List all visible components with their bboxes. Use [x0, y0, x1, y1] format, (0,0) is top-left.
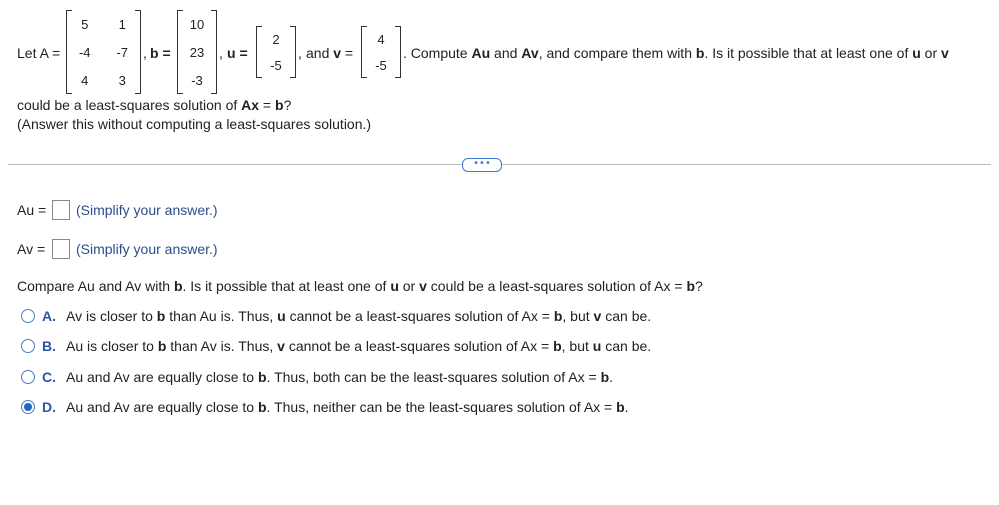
- vector-b-cell: -3: [191, 72, 203, 88]
- problem-line-2: could be a least-squares solution of Ax = b?: [17, 97, 292, 113]
- matrix-a-cell: -7: [116, 44, 129, 60]
- option-b-letter: B.: [42, 338, 56, 354]
- av-label: Av =: [17, 241, 46, 257]
- option-b-text: Au is closer to b than Av is. Thus, v cannot be a least-squares solution of Ax = b, but u can be.: [66, 338, 652, 354]
- u-label: u =: [227, 45, 248, 61]
- vector-u-cell: -5: [270, 57, 282, 73]
- option-c-letter: C.: [42, 369, 56, 385]
- vector-v: [361, 26, 401, 78]
- au-hint: (Simplify your answer.): [76, 202, 218, 218]
- option-a-text: Av is closer to b than Au is. Thus, u cannot be a least-squares solution of Ax = b, but v can be.: [66, 308, 652, 324]
- vector-b: [177, 10, 217, 94]
- matrix-a-cell: 3: [118, 72, 126, 88]
- vector-u: [256, 26, 296, 78]
- matrix-a: [66, 10, 141, 94]
- vector-v-cell: -5: [375, 57, 387, 73]
- radio-option-a[interactable]: [21, 309, 35, 323]
- matrix-a-cell: 4: [81, 72, 89, 88]
- and-v-label: and v =: [306, 45, 354, 61]
- radio-option-c[interactable]: [21, 370, 35, 384]
- vector-b-cell: 23: [189, 44, 205, 60]
- au-answer-field[interactable]: [52, 200, 70, 220]
- option-a-letter: A.: [42, 308, 56, 324]
- option-c-text: Au and Av are equally close to b. Thus, both can be the least-squares solution of Ax = b.: [66, 369, 614, 385]
- au-label: Au =: [17, 202, 47, 218]
- b-label: b =: [150, 45, 171, 61]
- vector-b-cell: 10: [189, 16, 205, 32]
- option-d-text: Au and Av are equally close to b. Thus, neither can be the least-squares solution of Ax = b.: [66, 399, 629, 415]
- matrix-a-cell: 5: [81, 16, 89, 32]
- vector-u-cell: 2: [272, 31, 280, 47]
- matrix-a-cell: 1: [118, 16, 126, 32]
- let-a-label: Let A =: [17, 45, 61, 61]
- compare-question: Compare Au and Av with b. Is it possible that at least one of u or v could be a least-squares solution of Ax = b?: [17, 278, 703, 294]
- problem-note: (Answer this without computing a least-squares solution.): [17, 116, 372, 132]
- compute-instruction: . Compute Au and Av, and compare them with b. Is it possible that at least one of u or v: [403, 45, 949, 61]
- more-button[interactable]: •••: [462, 158, 502, 172]
- av-hint: (Simplify your answer.): [76, 241, 218, 257]
- av-answer-field[interactable]: [52, 239, 70, 259]
- vector-v-cell: 4: [377, 31, 385, 47]
- matrix-a-cell: -4: [78, 44, 91, 60]
- radio-option-b[interactable]: [21, 339, 35, 353]
- option-d-letter: D.: [42, 399, 56, 415]
- radio-option-d[interactable]: [21, 400, 35, 414]
